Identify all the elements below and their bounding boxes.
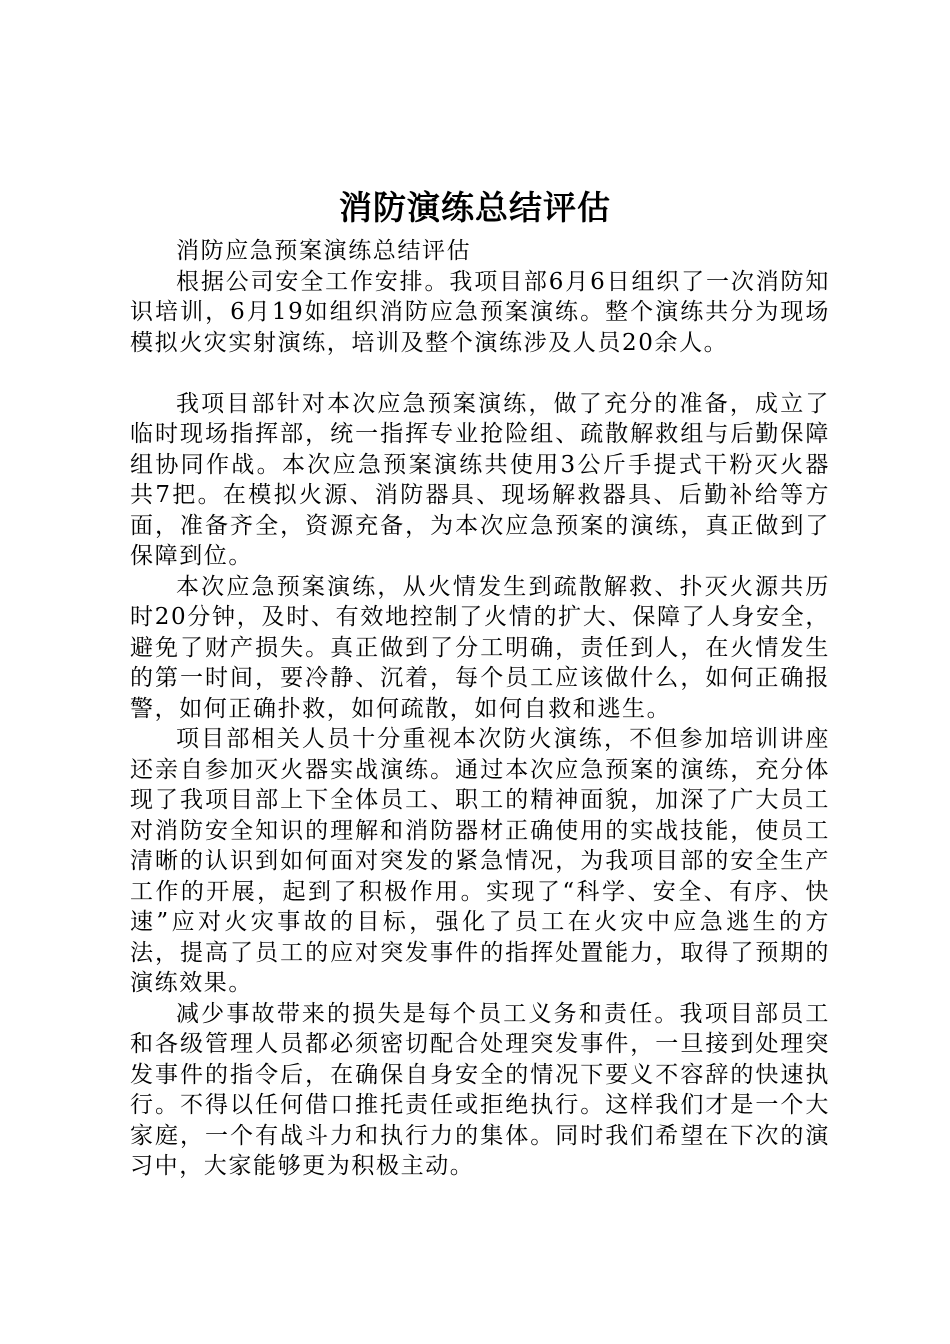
paragraph-spacer (130, 358, 830, 389)
paragraph-5: 减少事故带来的损失是每个员工义务和责任。我项目部员工和各级管理人员都必须密切配合处理突发事件，一旦接到处理突发事件的指令后，在确保自身安全的情况下要义不容辞的快速执行。不得以任何借口推托责任或拒绝执行。这样我们才是一个大家庭，一个有战斗力和执行力的集体。同时我们希望在下次的演习中，大家能够更为积极主动。 (130, 1000, 830, 1179)
document-title: 消防演练总结评估 (339, 188, 611, 227)
document-body (130, 236, 830, 1182)
paragraph-3: 本次应急预案演练，从火情发生到疏散解救、扑灭火源共历时20分钟，及时、有效地控制了火情的扩大、保障了人身安全，避免了财产损失。真正做到了分工明确，责任到人，在火情发生的第一时间，要冷静、沉着，每个员工应该做什么，如何正确报警，如何正确扑救，如何疏散，如何自救和逃生。 (130, 573, 830, 722)
paragraph-1: 根据公司安全工作安排。我项目部6月6日组织了一次消防知识培训，6月19如组织消防应急预案演练。整个演练共分为现场模拟火灾实射演练，培训及整个演练涉及人员20余人。 (130, 268, 830, 356)
paragraph-2: 我项目部针对本次应急预案演练，做了充分的准备，成立了临时现场指挥部，统一指挥专业抢险组、疏散解救组与后勤保障组协同作战。本次应急预案演练共使用3公斤手提式干粉灭火器共7把。在模拟火源、消防器具、现场解救器具、后勤补给等方面，准备齐全，资源充备，为本次应急预案的演练，真正做到了保障到位。 (130, 390, 830, 569)
document-subtitle: 消防应急预案演练总结评估 (176, 238, 472, 264)
paragraph-4: 项目部相关人员十分重视本次防火演练，不但参加培训讲座还亲自参加灭火器实战演练。通过本次应急预案的演练，充分体现了我项目部上下全体员工、职工的精神面貌，加深了广大员工对消防安全知识的理解和消防器材正确使用的实战技能，使员工清晰的认识到如何面对突发的紧急情况，为我项目部的安全生产工作的开展，起到了积极作用。实现了“科学、安全、有序、快速”应对火灾事故的目标，强化了员工在火灾中应急逃生的方法，提高了员工的应对突发事件的指挥处置能力，取得了预期的演练效果。 (130, 726, 830, 996)
